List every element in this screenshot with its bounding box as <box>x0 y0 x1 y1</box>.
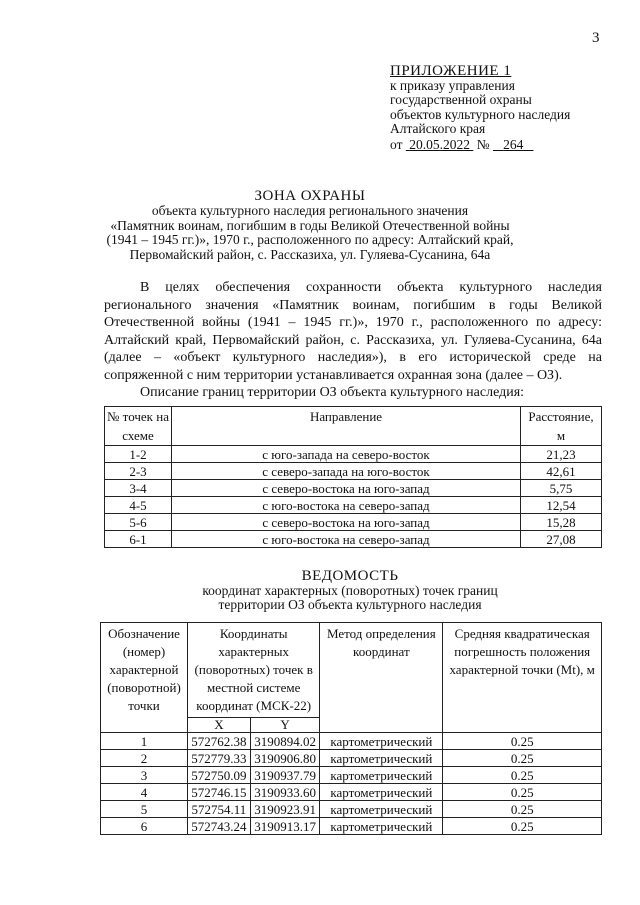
distance-cell: 42,61 <box>521 463 602 480</box>
point-number-cell: 6 <box>101 818 188 835</box>
points-cell: 3-4 <box>105 480 172 497</box>
statement-line: координат характерных (поворотных) точек границ <box>202 583 498 598</box>
coords-header-y: Y <box>250 718 320 733</box>
body-paragraph: В целях обеспечения сохранности объекта культурного наследия регионального значения «Памятник воинам, погибшим в годы Великой Отечественной войны (1941 – 1945 гг.)», 1970 г., расположенного по адресу: Алтайский край, Первомайский район, с. Рассказиха, ул. Гуляева-Сусанина, 64а (далее – «объект культурного наследия»), в его исторической среде на сопряженной с ним территории устанавливается охранная зона (далее – ОЗ). <box>104 280 602 383</box>
page-number: 3 <box>592 30 600 46</box>
order-number-sign: № <box>476 136 490 152</box>
error-cell: 0.25 <box>443 801 602 818</box>
coords-header-designation: Обозначение (номер) характерной (поворотной) точки <box>101 623 188 733</box>
point-number-cell: 4 <box>101 784 188 801</box>
x-cell: 572743.24 <box>188 818 251 835</box>
distance-cell: 27,08 <box>521 531 602 548</box>
table-row <box>101 767 602 784</box>
points-cell: 2-3 <box>105 463 172 480</box>
table-row <box>105 480 602 497</box>
table-row <box>101 801 602 818</box>
coords-header-x: X <box>188 718 251 733</box>
direction-cell: с юго-востока на северо-запад <box>172 531 521 548</box>
coords-header-error: Средняя квадратическая погрешность положения характерной точки (Mt), м <box>443 623 602 733</box>
x-cell: 572762.38 <box>188 733 251 750</box>
y-cell: 3190906.80 <box>250 750 320 767</box>
method-cell: картометрический <box>320 750 443 767</box>
zone-header-line: «Памятник воинам, погибшим в годы Великой Отечественной войны <box>110 217 510 233</box>
table-row <box>105 463 602 480</box>
coords-header-method: Метод определения координат <box>320 623 443 733</box>
y-cell: 3190923.91 <box>250 801 320 818</box>
appendix-line: объектов культурного наследия <box>390 106 571 122</box>
table-row <box>105 531 602 548</box>
directions-header-distance: Расстояние, м <box>521 407 602 446</box>
y-cell: 3190937.79 <box>250 767 320 784</box>
appendix-title: ПРИЛОЖЕНИЕ 1 <box>390 63 512 79</box>
x-cell: 572750.09 <box>188 767 251 784</box>
directions-header-points: № точек на схеме <box>105 407 172 446</box>
distance-cell: 5,75 <box>521 480 602 497</box>
points-cell: 5-6 <box>105 514 172 531</box>
table-row <box>101 784 602 801</box>
error-cell: 0.25 <box>443 818 602 835</box>
error-cell: 0.25 <box>443 784 602 801</box>
points-cell: 6-1 <box>105 531 172 548</box>
distance-cell: 21,23 <box>521 446 602 463</box>
points-cell: 4-5 <box>105 497 172 514</box>
method-cell: картометрический <box>320 784 443 801</box>
table-row <box>101 818 602 835</box>
coordinates-table <box>100 622 602 835</box>
direction-cell: с северо-востока на юго-запад <box>172 480 521 497</box>
method-cell: картометрический <box>320 767 443 784</box>
y-cell: 3190933.60 <box>250 784 320 801</box>
distance-cell: 12,54 <box>521 497 602 514</box>
order-date: 20.05.2022 <box>409 136 470 152</box>
direction-cell: с северо-запада на юго-восток <box>172 463 521 480</box>
order-number: 264 <box>503 136 524 152</box>
method-cell: картометрический <box>320 818 443 835</box>
method-cell: картометрический <box>320 733 443 750</box>
table-row <box>105 514 602 531</box>
error-cell: 0.25 <box>443 767 602 784</box>
order-from-prefix: от <box>390 136 403 152</box>
directions-table <box>104 406 602 548</box>
distance-cell: 15,28 <box>521 514 602 531</box>
direction-cell: с северо-востока на юго-запад <box>172 514 521 531</box>
zone-header-line: объекта культурного наследия регионального значения <box>151 203 469 218</box>
statement-title: ВЕДОМОСТЬ <box>301 568 399 584</box>
point-number-cell: 5 <box>101 801 188 818</box>
zone-header-line: Первомайский район, с. Рассказиха, ул. Гуляева-Сусанина, 64а <box>129 246 491 262</box>
method-cell: картометрический <box>320 801 443 818</box>
statement-line: территории ОЗ объекта культурного наследия <box>218 596 482 612</box>
appendix-line: к приказу управления <box>390 77 515 93</box>
appendix-line: Алтайского края <box>390 121 486 136</box>
order-date-line <box>390 138 620 153</box>
boundary-description: Описание границ территории ОЗ объекта культурного наследия: <box>140 385 525 400</box>
points-cell: 1-2 <box>105 446 172 463</box>
y-cell: 3190894.02 <box>250 733 320 750</box>
x-cell: 572779.33 <box>188 750 251 767</box>
point-number-cell: 2 <box>101 750 188 767</box>
error-cell: 0.25 <box>443 750 602 767</box>
table-row <box>101 733 602 750</box>
appendix-block <box>390 64 620 152</box>
body-text <box>104 279 602 402</box>
error-cell: 0.25 <box>443 733 602 750</box>
statement-header <box>150 568 550 611</box>
coords-header-coordinates: Координаты характерных (поворотных) точек в местной системе координат (МСК-22) <box>188 623 320 718</box>
y-cell: 3190913.17 <box>250 818 320 835</box>
zone-header-line: (1941 – 1945 гг.)», 1970 г., расположенного по адресу: Алтайский край, <box>106 232 514 247</box>
point-number-cell: 3 <box>101 767 188 784</box>
table-row <box>101 750 602 767</box>
zone-header <box>100 188 520 262</box>
x-cell: 572754.11 <box>188 801 251 818</box>
table-row <box>105 497 602 514</box>
point-number-cell: 1 <box>101 733 188 750</box>
directions-header-direction: Направление <box>172 407 521 446</box>
direction-cell: с юго-востока на северо-запад <box>172 497 521 514</box>
table-row <box>105 446 602 463</box>
appendix-line: государственной охраны <box>390 92 532 107</box>
zone-title: ЗОНА ОХРАНЫ <box>254 188 366 204</box>
direction-cell: с юго-запада на северо-восток <box>172 446 521 463</box>
x-cell: 572746.15 <box>188 784 251 801</box>
